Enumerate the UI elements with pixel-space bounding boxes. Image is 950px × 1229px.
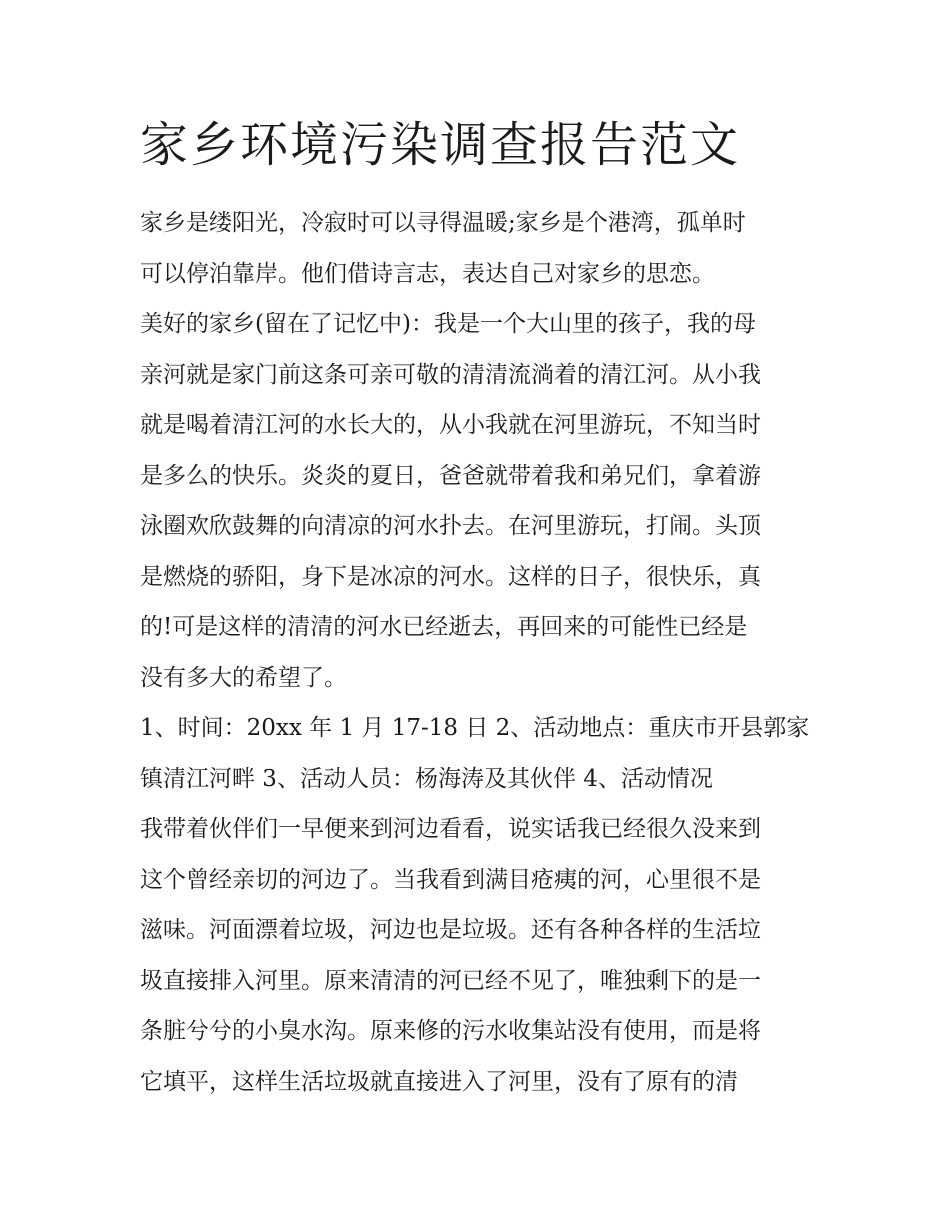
text-line-11: 1、时间：20xx 年 1 月 17-18 日 2、活动地点：重庆市开县郭家 (140, 715, 810, 741)
document-title: 家乡环境污染调查报告范文 (140, 117, 741, 173)
text-line-7: 泳圈欢欣鼓舞的向清凉的河水扑去。在河里游玩，打闹。头顶 (140, 513, 761, 539)
text-line-3: 美好的家乡(留在了记忆中)：我是一个大山里的孩子，我的母 (140, 311, 756, 337)
text-line-9: 的!可是这样的清清的河水已经逝去，再回来的可能性已经是 (140, 614, 748, 640)
text-line-4: 亲河就是家门前这条可亲可敬的清清流淌着的清江河。从小我 (140, 362, 761, 388)
text-line-13: 我带着伙伴们一早便来到河边看看，说实话我已经很久没来到 (140, 816, 761, 842)
text-line-15: 滋味。河面漂着垃圾，河边也是垃圾。还有各种各样的生活垃 (140, 917, 761, 943)
text-line-6: 是多么的快乐。炎炎的夏日，爸爸就带着我和弟兄们，拿着游 (140, 463, 761, 489)
text-line-12: 镇清江河畔 3、活动人员：杨海涛及其伙伴 4、活动情况 (140, 766, 713, 792)
text-line-17: 条脏兮兮的小臭水沟。原来修的污水收集站没有使用，而是将 (140, 1018, 761, 1044)
text-line-8: 是燃烧的骄阳，身下是冰凉的河水。这样的日子，很快乐，真 (140, 564, 761, 590)
text-line-10: 没有多大的希望了。 (140, 665, 347, 691)
text-line-16: 圾直接排入河里。原来清清的河已经不见了，唯独剩下的是一 (140, 968, 761, 994)
text-line-1: 家乡是缕阳光，冷寂时可以寻得温暖;家乡是个港湾，孤单时 (140, 210, 746, 236)
text-line-18: 它填平，这样生活垃圾就直接进入了河里，没有了原有的清 (140, 1069, 738, 1095)
text-line-14: 这个曾经亲切的河边了。当我看到满目疮痍的河，心里很不是 (140, 867, 761, 893)
text-line-2: 可以停泊靠岸。他们借诗言志，表达自己对家乡的思恋。 (140, 261, 715, 287)
text-line-5: 就是喝着清江河的水长大的，从小我就在河里游玩，不知当时 (140, 412, 761, 438)
